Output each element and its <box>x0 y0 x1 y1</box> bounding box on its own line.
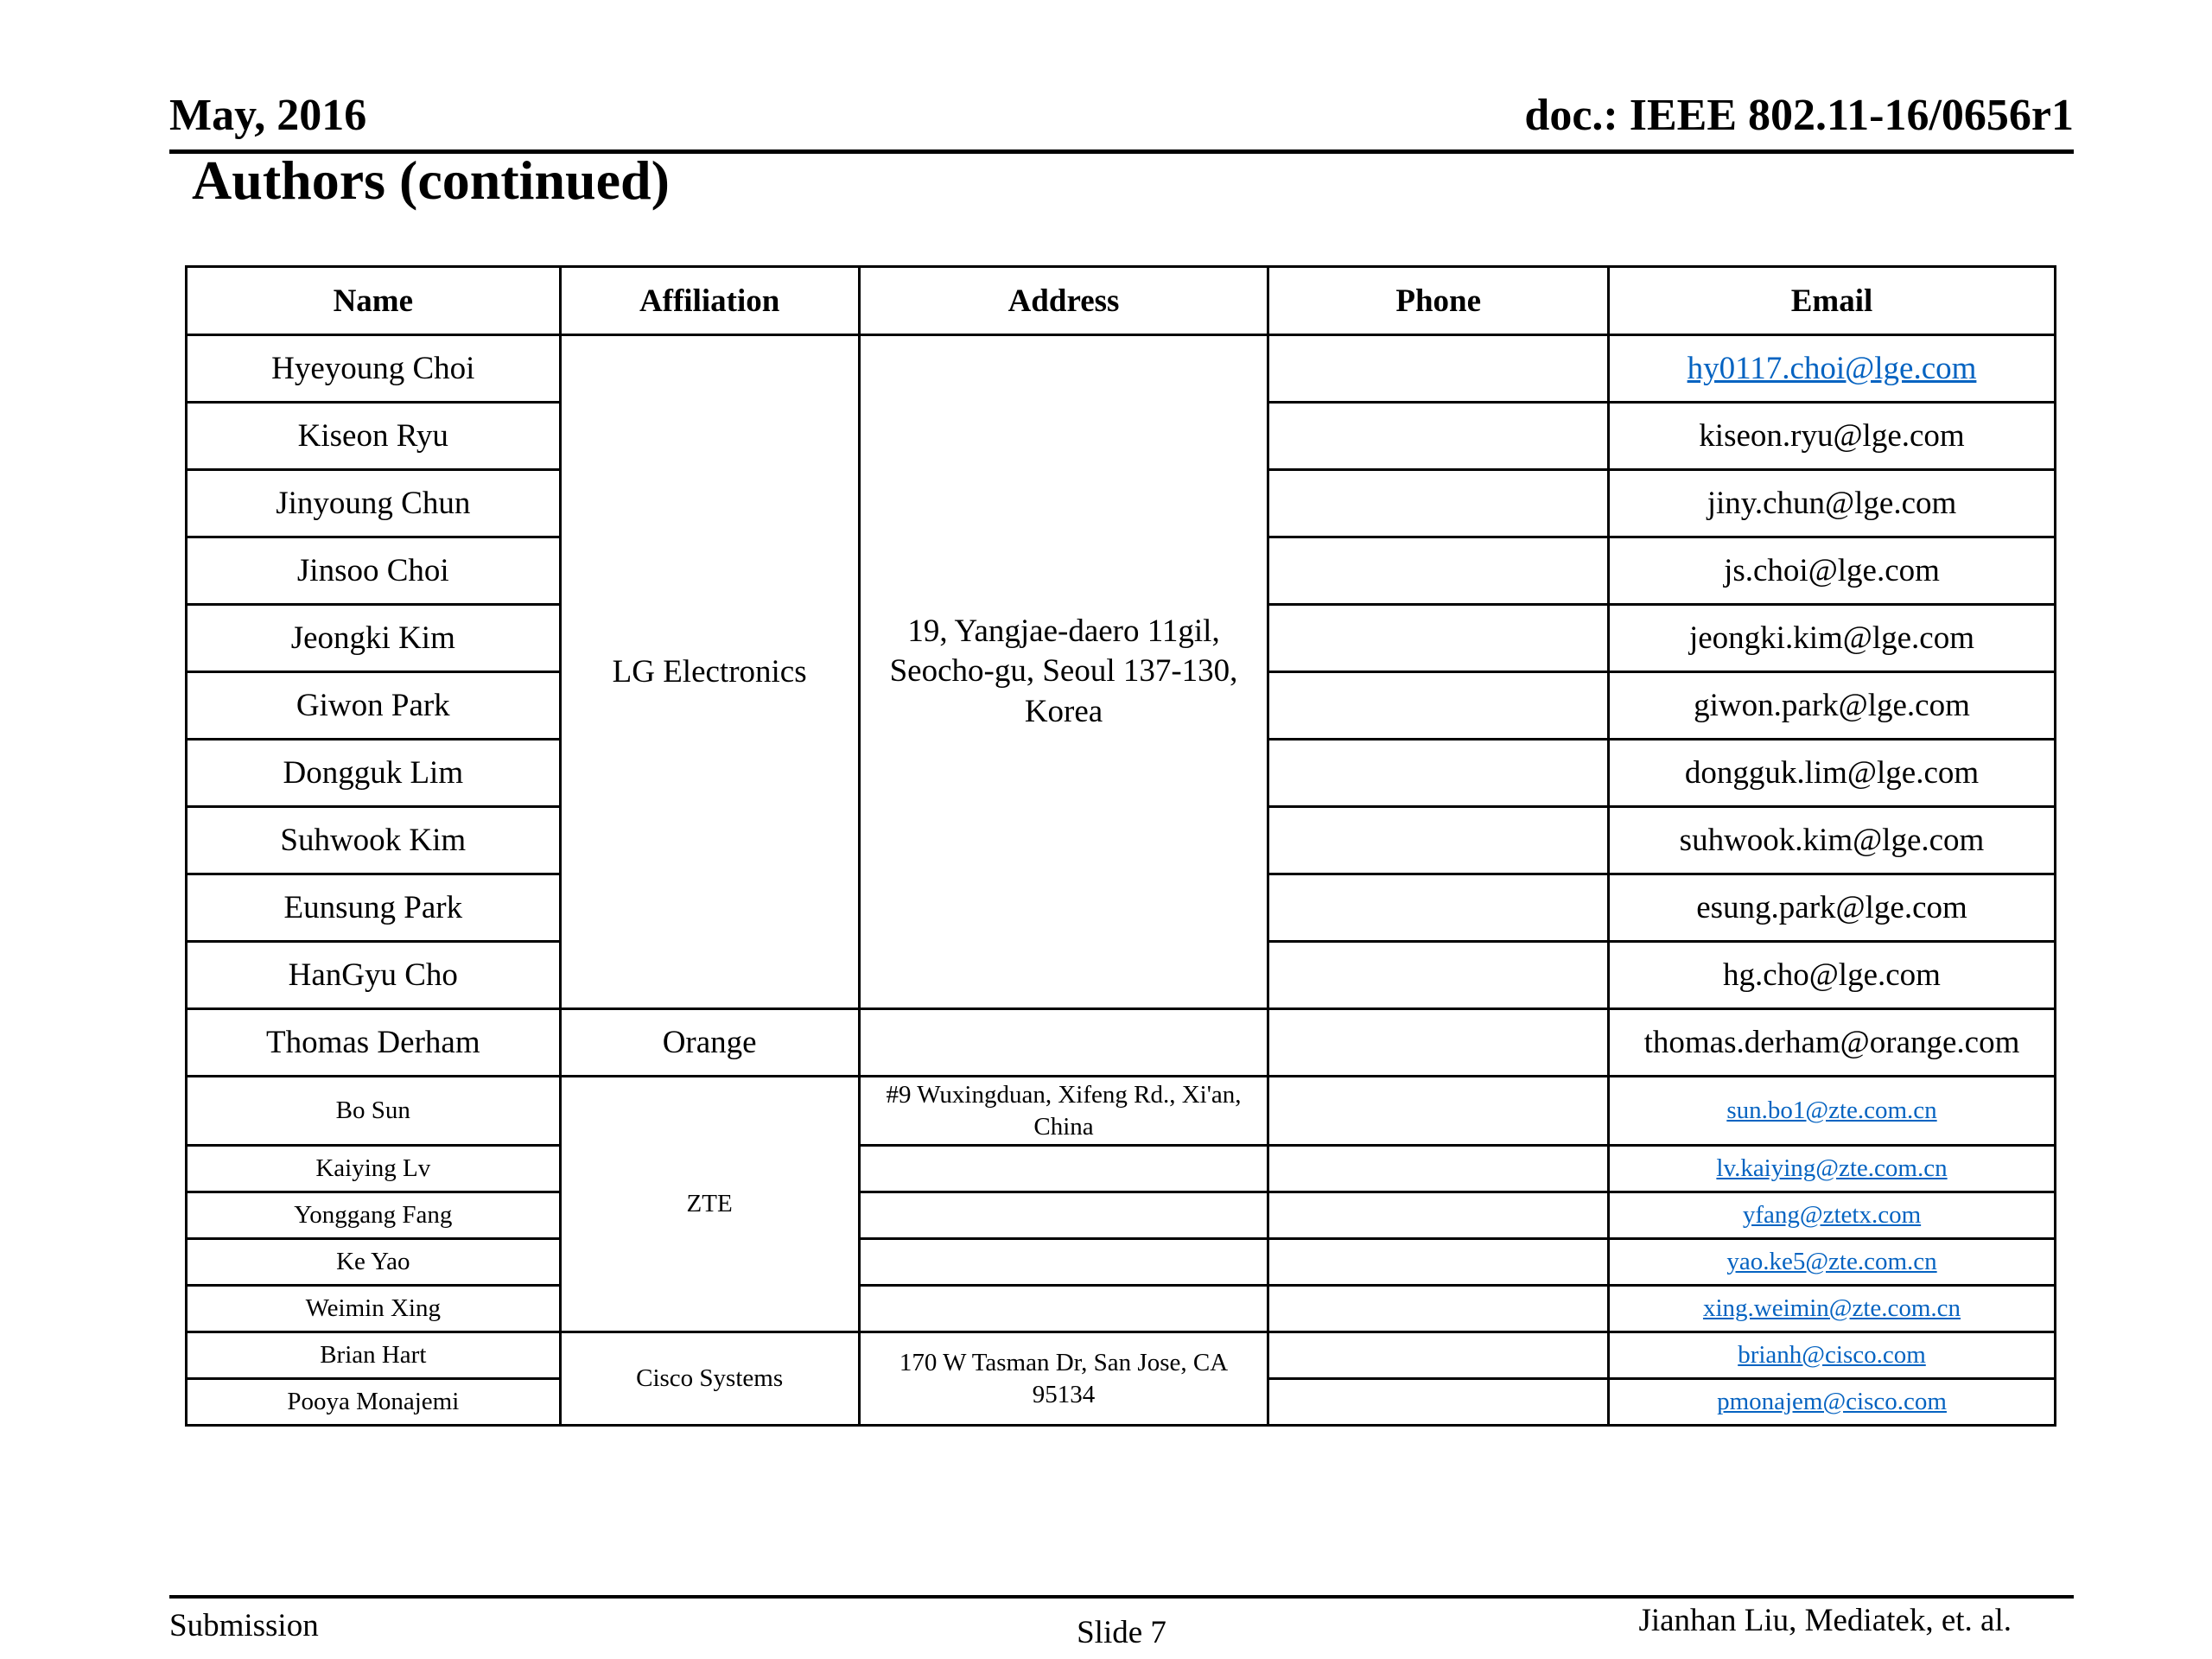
table-row <box>187 335 2056 403</box>
author-name: Jinyoung Chun <box>187 470 561 537</box>
author-name: Kaiying Lv <box>187 1146 561 1192</box>
address-cell-empty <box>859 1192 1268 1239</box>
table-header-row <box>187 267 2056 335</box>
address-cell-empty <box>859 1239 1268 1286</box>
phone-cell <box>1268 537 1609 605</box>
table-row <box>187 1009 2056 1077</box>
phone-cell <box>1268 1009 1609 1077</box>
phone-cell <box>1268 605 1609 672</box>
col-header-address: Address <box>859 267 1268 335</box>
author-name: Giwon Park <box>187 672 561 740</box>
author-name: Yonggang Fang <box>187 1192 561 1239</box>
address-cell-zte: #9 Wuxingduan, Xifeng Rd., Xi'an, China <box>859 1077 1268 1146</box>
affiliation-cell-orange: Orange <box>560 1009 859 1077</box>
col-header-phone: Phone <box>1268 267 1609 335</box>
author-name: Weimin Xing <box>187 1286 561 1332</box>
footer-submission: Submission <box>169 1608 319 1643</box>
email-text: giwon.park@lge.com <box>1609 672 2056 740</box>
phone-cell <box>1268 1146 1609 1192</box>
email-text: jiny.chun@lge.com <box>1609 470 2056 537</box>
phone-cell <box>1268 874 1609 942</box>
author-name: Bo Sun <box>187 1077 561 1146</box>
phone-cell <box>1268 942 1609 1009</box>
footer-authors: Jianhan Liu, Mediatek, et. al. <box>1638 1603 2012 1638</box>
table-row <box>187 1077 2056 1146</box>
author-name: HanGyu Cho <box>187 942 561 1009</box>
col-header-email: Email <box>1609 267 2056 335</box>
table-row <box>187 1286 2056 1332</box>
email-text: hg.cho@lge.com <box>1609 942 2056 1009</box>
phone-cell <box>1268 1286 1609 1332</box>
email-text: esung.park@lge.com <box>1609 874 2056 942</box>
phone-cell <box>1268 672 1609 740</box>
col-header-name: Name <box>187 267 561 335</box>
footer-slide-number: Slide 7 <box>1077 1615 1166 1650</box>
table-row <box>187 1146 2056 1192</box>
table-row <box>187 1192 2056 1239</box>
email-link[interactable]: yfang@ztetx.com <box>1609 1192 2056 1239</box>
email-text: suhwook.kim@lge.com <box>1609 807 2056 874</box>
email-link[interactable]: xing.weimin@zte.com.cn <box>1609 1286 2056 1332</box>
page-title: Authors (continued) <box>192 149 670 211</box>
author-name: Eunsung Park <box>187 874 561 942</box>
author-name: Suhwook Kim <box>187 807 561 874</box>
author-name: Jeongki Kim <box>187 605 561 672</box>
phone-cell <box>1268 1077 1609 1146</box>
phone-cell <box>1268 470 1609 537</box>
table-row <box>187 1332 2056 1379</box>
phone-cell <box>1268 1332 1609 1379</box>
phone-cell <box>1268 807 1609 874</box>
phone-cell <box>1268 740 1609 807</box>
author-name: Brian Hart <box>187 1332 561 1379</box>
address-cell-orange <box>859 1009 1268 1077</box>
email-link[interactable]: brianh@cisco.com <box>1609 1332 2056 1379</box>
author-name: Ke Yao <box>187 1239 561 1286</box>
address-cell-cisco: 170 W Tasman Dr, San Jose, CA 95134 <box>859 1332 1268 1426</box>
phone-cell <box>1268 1192 1609 1239</box>
email-text: thomas.derham@orange.com <box>1609 1009 2056 1077</box>
affiliation-cell-cisco: Cisco Systems <box>560 1332 859 1426</box>
phone-cell <box>1268 1379 1609 1426</box>
author-name: Hyeyoung Choi <box>187 335 561 403</box>
table-row <box>187 1239 2056 1286</box>
email-link[interactable]: lv.kaiying@zte.com.cn <box>1609 1146 2056 1192</box>
author-name: Dongguk Lim <box>187 740 561 807</box>
email-link[interactable]: sun.bo1@zte.com.cn <box>1609 1077 2056 1146</box>
footer-divider <box>169 1595 2074 1599</box>
phone-cell <box>1268 335 1609 403</box>
email-text: dongguk.lim@lge.com <box>1609 740 2056 807</box>
phone-cell <box>1268 403 1609 470</box>
address-cell-empty <box>859 1146 1268 1192</box>
email-link[interactable]: hy0117.choi@lge.com <box>1609 335 2056 403</box>
header-date: May, 2016 <box>169 91 367 140</box>
author-name: Jinsoo Choi <box>187 537 561 605</box>
email-text: kiseon.ryu@lge.com <box>1609 403 2056 470</box>
slide-header <box>169 90 2074 154</box>
address-cell-empty <box>859 1286 1268 1332</box>
affiliation-cell-zte: ZTE <box>560 1077 859 1332</box>
author-name: Pooya Monajemi <box>187 1379 561 1426</box>
phone-cell <box>1268 1239 1609 1286</box>
header-doc-number: doc.: IEEE 802.11-16/0656r1 <box>1524 91 2074 140</box>
address-cell-lg: 19, Yangjae-daero 11gil, Seocho-gu, Seoul 137-130, Korea <box>859 335 1268 1009</box>
email-link[interactable]: yao.ke5@zte.com.cn <box>1609 1239 2056 1286</box>
email-link[interactable]: pmonajem@cisco.com <box>1609 1379 2056 1426</box>
affiliation-cell-lg: LG Electronics <box>560 335 859 1009</box>
col-header-affiliation: Affiliation <box>560 267 859 335</box>
email-text: js.choi@lge.com <box>1609 537 2056 605</box>
authors-table <box>185 265 2056 1427</box>
author-name: Thomas Derham <box>187 1009 561 1077</box>
author-name: Kiseon Ryu <box>187 403 561 470</box>
email-text: jeongki.kim@lge.com <box>1609 605 2056 672</box>
